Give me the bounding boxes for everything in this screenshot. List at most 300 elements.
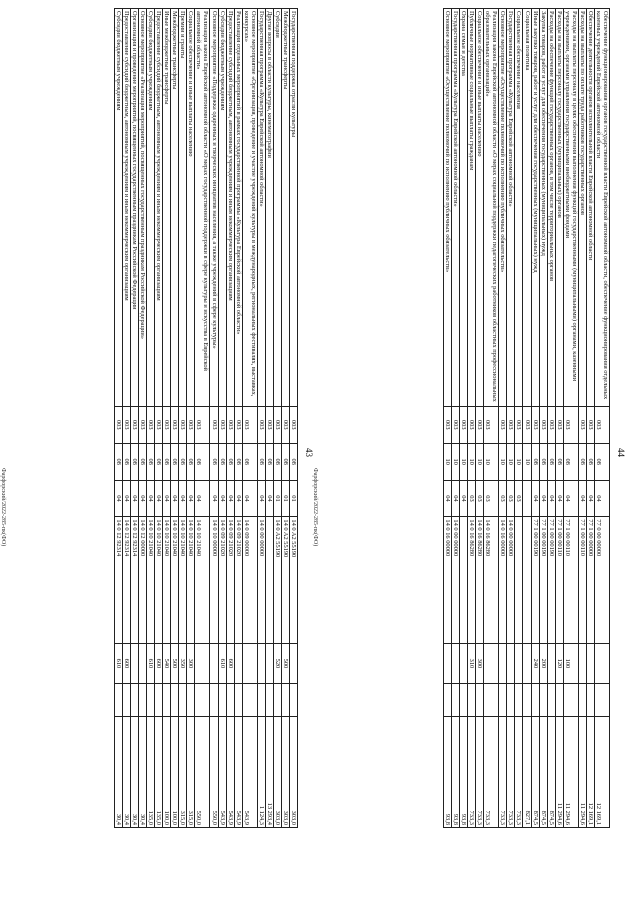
- spacer-cell: [515, 684, 523, 717]
- amount: 543,9: [218, 717, 226, 828]
- code-target: 14 0 10 00000: [210, 517, 218, 643]
- spacer-cell: [281, 684, 289, 717]
- amount: 874,5: [531, 717, 539, 828]
- code-subsection: 04: [547, 480, 555, 517]
- row-name: Реализация закона Еврейской автономной области «О мерах государственной поддержки в сфере культуры и искусства в Еврейской автономной области»: [195, 9, 210, 407]
- spacer-cell: [155, 684, 163, 717]
- code-subsection: 04: [131, 480, 139, 517]
- spacer-cell: [242, 684, 257, 717]
- spacer-cell: [257, 684, 265, 717]
- spacer-cell: [594, 684, 609, 717]
- code-target: 77 1 00 00110: [555, 517, 563, 643]
- row-name: Реализация закона Еврейской автономной области «О мерах социальной поддержки педагогических работников областных профессиональных образовательных организаций»: [484, 9, 499, 407]
- code-target: 77 1 00 00000: [586, 517, 594, 643]
- code-section: 08: [257, 443, 265, 480]
- table-row: [547, 9, 555, 828]
- spacer-cell: [234, 684, 242, 717]
- row-name: Межбюджетные трансферты: [171, 9, 179, 407]
- code-subsection: 04: [171, 480, 179, 517]
- code-target: 14 0 16 86280: [476, 517, 484, 643]
- amount: 30,4: [131, 717, 139, 828]
- code-section: 08: [147, 443, 155, 480]
- code-type: 300: [187, 643, 195, 684]
- code-type: [484, 643, 499, 684]
- spacer-cell: [539, 684, 547, 717]
- code-admin: 003: [226, 406, 234, 443]
- code-type: [195, 643, 210, 684]
- code-target: 77 1 00 00110: [563, 517, 578, 643]
- row-name: Предоставление субсидий бюджетным, автономным учреждениям и иным некоммерческим организациям: [155, 9, 163, 407]
- amount: 100,0: [163, 717, 171, 828]
- code-target: 14 0 16 00000: [499, 517, 507, 643]
- code-target: [523, 517, 531, 643]
- code-target: [515, 517, 523, 643]
- code-target: 14 0 10 21040: [195, 517, 210, 643]
- code-target: 77 1 00 00110: [578, 517, 586, 643]
- code-subsection: 04: [444, 480, 452, 517]
- amount: 1 124,3: [257, 717, 265, 828]
- code-target: 14 0 A2 55190: [289, 517, 297, 643]
- spacer-cell: [171, 684, 179, 717]
- code-section: 08: [578, 443, 586, 480]
- row-name: Расходы на выплаты по оплате труда работников государственных органов: [578, 9, 586, 407]
- amount: 135,0: [155, 717, 163, 828]
- spacer-cell: [555, 684, 563, 717]
- spacer-cell: [444, 684, 452, 717]
- budget-table-43: [114, 8, 298, 828]
- table-row: [139, 9, 147, 828]
- code-subsection: 04: [539, 480, 547, 517]
- code-section: 08: [547, 443, 555, 480]
- code-section: 08: [289, 443, 297, 480]
- code-target: 14 0 10 21040: [147, 517, 155, 643]
- code-admin: 003: [187, 406, 195, 443]
- amount: 733,3: [468, 717, 476, 828]
- table-row: [171, 9, 179, 828]
- code-subsection: 01: [289, 480, 297, 517]
- code-target: 14 0 09 00000: [242, 517, 257, 643]
- code-target: 14 0 A2 55190: [281, 517, 289, 643]
- row-name: Организация и проведение мероприятий, посвященных государственным праздникам Российской Федерации: [131, 9, 139, 407]
- code-admin: 003: [242, 406, 257, 443]
- row-name: Основное мероприятие «Реализация мероприятий, посвященных государственным праздникам Российской Федерации»: [139, 9, 147, 407]
- code-type: [460, 643, 468, 684]
- code-target: 14 0 12 92314: [114, 517, 122, 643]
- page-number: 44: [616, 448, 626, 457]
- code-type: 520: [273, 643, 281, 684]
- code-subsection: 03: [476, 480, 484, 517]
- footer-stamp: Фарфорский/2022-285-пк(ФО): [312, 468, 318, 547]
- table-row: [444, 9, 452, 828]
- code-type: [242, 643, 257, 684]
- table-row: [523, 9, 531, 828]
- code-type: 500: [281, 643, 289, 684]
- spacer-cell: [187, 684, 195, 717]
- code-admin: 003: [195, 406, 210, 443]
- row-name: Охрана семьи и детства: [460, 9, 468, 407]
- code-section: 08: [171, 443, 179, 480]
- code-section: 08: [155, 443, 163, 480]
- code-admin: 003: [555, 406, 563, 443]
- row-name: Государственная программа «Культура Еврейской автономной области»: [452, 9, 460, 407]
- code-subsection: 01: [273, 480, 281, 517]
- table-row: [218, 9, 226, 828]
- code-admin: 003: [155, 406, 163, 443]
- row-name: Обеспечение функционирования органов государственной власти Еврейской автономной области, обеспечение функционирования отдельных казенных учреждений Еврейской автономной области: [594, 9, 609, 407]
- table-row: [187, 9, 195, 828]
- code-section: 08: [563, 443, 578, 480]
- code-type: [131, 643, 139, 684]
- spacer-cell: [452, 684, 460, 717]
- table-row: [147, 9, 155, 828]
- code-subsection: [523, 480, 531, 517]
- table-row: [265, 9, 273, 828]
- code-type: 300: [476, 643, 484, 684]
- code-admin: 003: [218, 406, 226, 443]
- spacer-cell: [531, 684, 539, 717]
- code-admin: 003: [122, 406, 130, 443]
- code-type: [289, 643, 297, 684]
- code-subsection: 04: [218, 480, 226, 517]
- row-name: Государственная поддержка отрасли культуры: [289, 9, 297, 407]
- amount: 93,8: [444, 717, 452, 828]
- code-admin: 003: [547, 406, 555, 443]
- code-section: 08: [234, 443, 242, 480]
- code-admin: 003: [484, 406, 499, 443]
- code-type: [210, 643, 218, 684]
- row-name: Иные закупки товаров, работ и услуг для обеспечения государственных (муниципальных) нужд: [531, 9, 539, 407]
- table-row: [281, 9, 289, 828]
- spacer-cell: [578, 684, 586, 717]
- code-section: 10: [523, 443, 531, 480]
- amount: 543,9: [242, 717, 257, 828]
- code-target: 77 0 00 00000: [594, 517, 609, 643]
- code-type: [452, 643, 460, 684]
- code-admin: 003: [179, 406, 187, 443]
- amount: 303,0: [281, 717, 289, 828]
- code-subsection: 04: [563, 480, 578, 517]
- code-admin: 003: [460, 406, 468, 443]
- row-name: Расходы на обеспечение функций государственных органов, в том числе территориальных органов: [547, 9, 555, 407]
- table-row: [507, 9, 515, 828]
- amount: 30,4: [139, 717, 147, 828]
- code-type: [586, 643, 594, 684]
- code-admin: 003: [163, 406, 171, 443]
- rotated-table-43: [0, 8, 314, 878]
- row-name: Субсидии бюджетным учреждениям: [114, 9, 122, 407]
- row-name: Социальное обеспечение и иные выплаты населению: [476, 9, 484, 407]
- code-section: 08: [281, 443, 289, 480]
- code-type: [499, 643, 507, 684]
- spacer-cell: [122, 684, 130, 717]
- amount: 12 169,1: [594, 717, 609, 828]
- code-type: 610: [147, 643, 155, 684]
- code-section: 10: [468, 443, 476, 480]
- code-target: [460, 517, 468, 643]
- spacer-cell: [460, 684, 468, 717]
- row-name: Закупка товаров, работ и услуг для обеспечения государственных (муниципальных) нужд: [539, 9, 547, 407]
- code-target: 14 0 09 21020: [218, 517, 226, 643]
- code-section: 08: [242, 443, 257, 480]
- code-subsection: 04: [257, 480, 265, 517]
- code-section: 10: [507, 443, 515, 480]
- code-type: [578, 643, 586, 684]
- amount: 100,0: [171, 717, 179, 828]
- amount: 30,4: [122, 717, 130, 828]
- table-row: [586, 9, 594, 828]
- code-type: 350: [179, 643, 187, 684]
- table-row: [563, 9, 578, 828]
- spacer-cell: [163, 684, 171, 717]
- code-type: 600: [155, 643, 163, 684]
- code-type: 610: [114, 643, 122, 684]
- page-44: [312, 0, 630, 903]
- row-name: Премии и гранты: [179, 9, 187, 407]
- code-type: [507, 643, 515, 684]
- code-subsection: 04: [114, 480, 122, 517]
- code-admin: 003: [452, 406, 460, 443]
- code-admin: 003: [563, 406, 578, 443]
- code-target: 77 1 00 00190: [531, 517, 539, 643]
- code-target: 14 0 10 21040: [155, 517, 163, 643]
- code-admin: 003: [468, 406, 476, 443]
- code-section: 10: [484, 443, 499, 480]
- amount: 733,3: [476, 717, 484, 828]
- row-name: Социальное обеспечение населения: [515, 9, 523, 407]
- table-row: [195, 9, 210, 828]
- code-type: [547, 643, 555, 684]
- spacer-cell: [289, 684, 297, 717]
- page-43: [0, 0, 318, 903]
- table-row: [179, 9, 187, 828]
- amount: 543,9: [226, 717, 234, 828]
- code-subsection: 04: [586, 480, 594, 517]
- code-section: 08: [210, 443, 218, 480]
- row-name: Социальная политика: [523, 9, 531, 407]
- code-subsection: 03: [515, 480, 523, 517]
- amount: 93,8: [460, 717, 468, 828]
- table-row: [476, 9, 484, 828]
- code-target: 14 0 00 00000: [452, 517, 460, 643]
- code-admin: 003: [171, 406, 179, 443]
- code-section: 08: [273, 443, 281, 480]
- spacer-cell: [139, 684, 147, 717]
- row-name: Публичные нормативные социальные выплаты гражданам: [468, 9, 476, 407]
- table-row: [242, 9, 257, 828]
- code-subsection: 04: [122, 480, 130, 517]
- code-subsection: 04: [242, 480, 257, 517]
- spacer-cell: [499, 684, 507, 717]
- code-section: 08: [226, 443, 234, 480]
- code-section: 08: [594, 443, 609, 480]
- code-admin: 003: [444, 406, 452, 443]
- amount: 550,0: [195, 717, 210, 828]
- page-number: 43: [304, 448, 314, 457]
- amount: 93,8: [452, 717, 460, 828]
- amount: 11 294,6: [555, 717, 563, 828]
- code-target: 14 0 09 21020: [234, 517, 242, 643]
- table-row: [273, 9, 281, 828]
- code-admin: 003: [289, 406, 297, 443]
- code-type: [265, 643, 273, 684]
- amount: 135,0: [147, 717, 155, 828]
- code-admin: 003: [273, 406, 281, 443]
- code-target: [265, 517, 273, 643]
- spacer-cell: [195, 684, 210, 717]
- code-type: 600: [122, 643, 130, 684]
- code-subsection: 03: [507, 480, 515, 517]
- amount: 733,3: [507, 717, 515, 828]
- code-section: 10: [444, 443, 452, 480]
- code-subsection: 04: [460, 480, 468, 517]
- row-name: Основное мероприятие «Осуществление полномочий по исполнению публичных обязательств»: [499, 9, 507, 407]
- code-subsection: 04: [187, 480, 195, 517]
- code-subsection: 04: [226, 480, 234, 517]
- amount: 11 294,6: [563, 717, 578, 828]
- row-name: Государственная программа «Культура Еврейской автономной области»: [507, 9, 515, 407]
- amount: 827,1: [523, 717, 531, 828]
- table-row: [555, 9, 563, 828]
- amount: 543,9: [234, 717, 242, 828]
- row-name: Субсидии бюджетным учреждениям: [147, 9, 155, 407]
- code-type: [594, 643, 609, 684]
- spacer-cell: [586, 684, 594, 717]
- row-name: Обеспечение деятельности органов исполнительной власти Еврейской автономной области: [586, 9, 594, 407]
- row-name: Государственная программа «Культура Еврейской автономной области»: [257, 9, 265, 407]
- code-section: 08: [122, 443, 130, 480]
- row-name: Расходы на выплаты персоналу государственных (муниципальных) органов: [555, 9, 563, 407]
- amount: 315,0: [187, 717, 195, 828]
- amount: 733,3: [499, 717, 507, 828]
- code-section: 10: [476, 443, 484, 480]
- spacer-cell: [273, 684, 281, 717]
- row-name: Предоставление субсидий бюджетным, автономным учреждениям и иным некоммерческим организациям: [122, 9, 130, 407]
- code-admin: 003: [515, 406, 523, 443]
- code-admin: 003: [531, 406, 539, 443]
- table-row: [155, 9, 163, 828]
- spacer-cell: [468, 684, 476, 717]
- row-name: Субсидии бюджетным учреждениям: [218, 9, 226, 407]
- amount: 733,3: [484, 717, 499, 828]
- row-name: Предоставление субсидий бюджетным, автономным учреждениям и иным некоммерческим организациям: [226, 9, 234, 407]
- code-admin: 003: [578, 406, 586, 443]
- code-target: 77 1 00 00190: [547, 517, 555, 643]
- code-section: 08: [218, 443, 226, 480]
- code-target: 14 0 00 00000: [507, 517, 515, 643]
- spacer-cell: [563, 684, 578, 717]
- code-subsection: 04: [155, 480, 163, 517]
- amount: 12 169,1: [586, 717, 594, 828]
- spacer-cell: [507, 684, 515, 717]
- spacer-cell: [523, 684, 531, 717]
- spacer-cell: [179, 684, 187, 717]
- amount: 550,0: [210, 717, 218, 828]
- code-target: 14 0 12 00000: [139, 517, 147, 643]
- amount: 874,5: [547, 717, 555, 828]
- code-section: 08: [179, 443, 187, 480]
- code-section: 08: [131, 443, 139, 480]
- table-row: [594, 9, 609, 828]
- footer-stamp: Фарфорский/2022-285-пк(ФО): [0, 468, 6, 547]
- spacer-cell: [147, 684, 155, 717]
- code-subsection: 03: [499, 480, 507, 517]
- code-section: 08: [187, 443, 195, 480]
- table-row: [257, 9, 265, 828]
- row-name: Иные межбюджетные трансферты: [163, 9, 171, 407]
- code-type: [257, 643, 265, 684]
- table-row: [452, 9, 460, 828]
- amount: 11 294,6: [578, 717, 586, 828]
- code-type: [139, 643, 147, 684]
- code-admin: 003: [523, 406, 531, 443]
- code-section: 10: [452, 443, 460, 480]
- row-name: Реализация отдельных мероприятий в рамках государственной программы «Культура Еврейской автономной области»: [234, 9, 242, 407]
- code-target: 14 0 10 21040: [179, 517, 187, 643]
- code-admin: 003: [265, 406, 273, 443]
- spacer-cell: [210, 684, 218, 717]
- row-name: Основное мероприятие «Поддержка одаренных и творческих инициатив населения, а также учреждений в сфере культуры»: [210, 9, 218, 407]
- code-type: [515, 643, 523, 684]
- code-type: 100: [563, 643, 578, 684]
- code-subsection: 04: [179, 480, 187, 517]
- amount: 303,0: [289, 717, 297, 828]
- code-target: 14 0 A2 55190: [273, 517, 281, 643]
- code-section: 08: [139, 443, 147, 480]
- amount: 733,3: [515, 717, 523, 828]
- code-target: 14 0 16 00000: [444, 517, 452, 643]
- spacer-cell: [131, 684, 139, 717]
- table-row: [460, 9, 468, 828]
- code-target: 14 0 16 86280: [468, 517, 476, 643]
- table-row: [122, 9, 130, 828]
- code-admin: 003: [147, 406, 155, 443]
- code-target: 14 0 10 21040: [163, 517, 171, 643]
- code-admin: 003: [234, 406, 242, 443]
- code-admin: 003: [257, 406, 265, 443]
- code-type: 240: [531, 643, 539, 684]
- table-row: [484, 9, 499, 828]
- table-row: [578, 9, 586, 828]
- table-row: [114, 9, 122, 828]
- spacer-cell: [476, 684, 484, 717]
- code-admin: 003: [586, 406, 594, 443]
- code-section: 10: [515, 443, 523, 480]
- code-subsection: 04: [139, 480, 147, 517]
- row-name: Расходы на выплаты персоналу в целях обеспечения выполнения функций государственными (муниципальными) органами, казенными учреждениями, органами управления государственными внебюджетными фондами: [563, 9, 578, 407]
- code-section: 08: [586, 443, 594, 480]
- code-type: 120: [555, 643, 563, 684]
- table-row: [234, 9, 242, 828]
- table-row: [531, 9, 539, 828]
- code-subsection: 04: [147, 480, 155, 517]
- code-subsection: 04: [234, 480, 242, 517]
- budget-table-44: [443, 8, 610, 828]
- table-row: [468, 9, 476, 828]
- amount: 303,0: [273, 717, 281, 828]
- code-section: 08: [555, 443, 563, 480]
- row-name: Межбюджетные трансферты: [281, 9, 289, 407]
- amount: 13 293,4: [265, 717, 273, 828]
- code-target: 14 0 10 21040: [171, 517, 179, 643]
- code-admin: 003: [476, 406, 484, 443]
- code-target: 14 0 00 00000: [257, 517, 265, 643]
- code-subsection: 03: [468, 480, 476, 517]
- row-name: Социальное обеспечение и иные выплаты населению: [187, 9, 195, 407]
- code-type: [444, 643, 452, 684]
- code-subsection: 04: [163, 480, 171, 517]
- code-target: 77 1 00 00190: [539, 517, 547, 643]
- code-subsection: 04: [531, 480, 539, 517]
